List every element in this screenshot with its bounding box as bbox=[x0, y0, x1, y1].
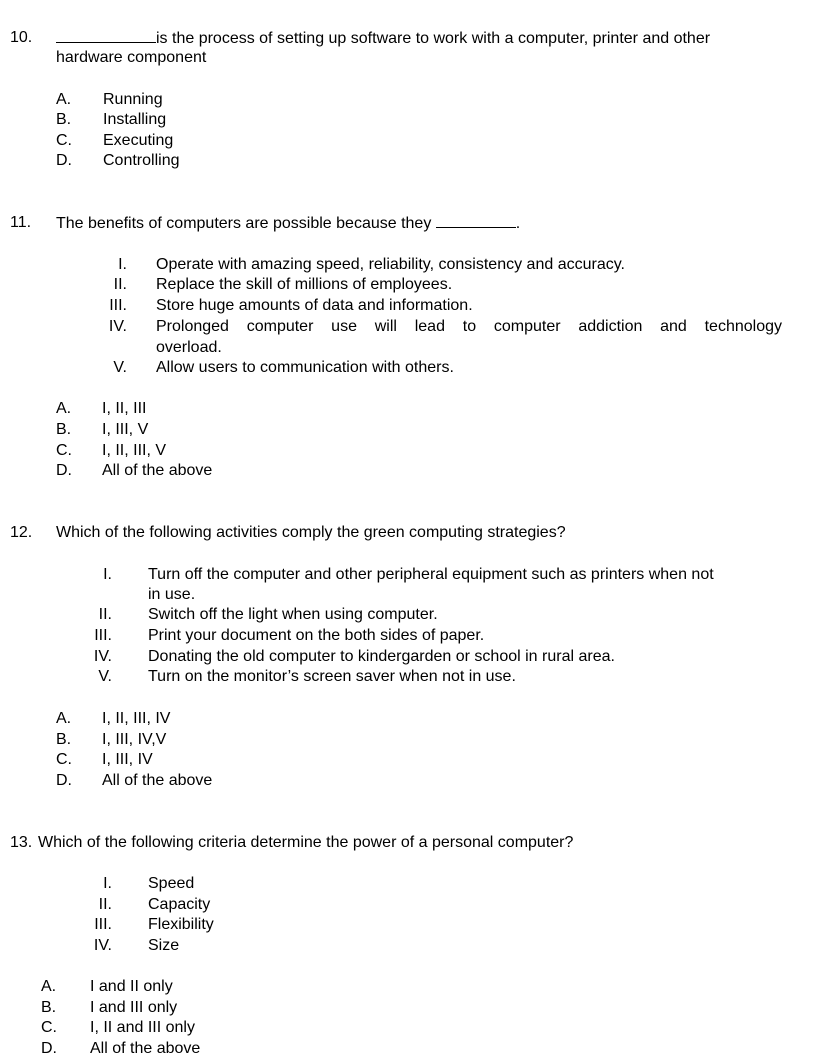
question-stem: Which of the following activities comply the green computing strategies? bbox=[56, 524, 566, 541]
statement-numeral: II. bbox=[98, 606, 112, 623]
statement-numeral: IV. bbox=[93, 648, 112, 665]
option-letter: B. bbox=[41, 999, 57, 1016]
statement-numeral: I. bbox=[103, 566, 112, 583]
statement-numeral: IV. bbox=[93, 937, 112, 954]
option-text: All of the above bbox=[102, 772, 213, 789]
statement-numeral: I. bbox=[103, 875, 112, 892]
statement-text-continued: overload. bbox=[156, 339, 222, 356]
statement-numeral: V. bbox=[113, 359, 127, 376]
statement-text: Allow users to communication with others. bbox=[156, 359, 454, 376]
option-letter: C. bbox=[56, 132, 72, 149]
statement-numeral: IV. bbox=[108, 318, 127, 335]
option-text: All of the above bbox=[90, 1040, 201, 1057]
statement-numeral: II. bbox=[98, 896, 112, 913]
statement-numeral: II. bbox=[113, 276, 127, 293]
statement-text: Turn on the monitor’s screen saver when not in use. bbox=[148, 668, 516, 685]
option-letter: D. bbox=[56, 772, 72, 789]
statement-text: Capacity bbox=[148, 896, 211, 913]
option-text: Running bbox=[103, 91, 163, 108]
option-text: I, III, IV,V bbox=[102, 731, 167, 748]
statement-numeral: III. bbox=[109, 297, 127, 314]
question-stem: The benefits of computers are possible because they . bbox=[56, 215, 521, 232]
question-stem-continued: hardware component bbox=[56, 49, 207, 66]
option-letter: B. bbox=[56, 111, 72, 128]
option-text: I, II and III only bbox=[90, 1019, 195, 1036]
option-letter: D. bbox=[56, 462, 72, 479]
option-text: I, II, III, V bbox=[102, 442, 167, 459]
option-text: Executing bbox=[103, 132, 174, 149]
statement-numeral: V. bbox=[98, 668, 112, 685]
statement-numeral: III. bbox=[94, 627, 112, 644]
option-text: I, III, IV bbox=[102, 751, 153, 768]
option-letter: C. bbox=[56, 751, 72, 768]
question-stem: Which of the following criteria determine the power of a personal computer? bbox=[38, 834, 574, 851]
answer-blank bbox=[56, 28, 156, 43]
option-letter: D. bbox=[56, 152, 72, 169]
statement-numeral: I. bbox=[118, 256, 127, 273]
statement-text: Prolonged computer use will lead to computer addiction and technology bbox=[156, 318, 782, 335]
question-number: 13. bbox=[10, 834, 33, 851]
option-text: I and III only bbox=[90, 999, 178, 1016]
statement-text: Switch off the light when using computer. bbox=[148, 606, 438, 623]
option-letter: B. bbox=[56, 421, 72, 438]
option-letter: B. bbox=[56, 731, 72, 748]
statement-text: Replace the skill of millions of employees. bbox=[156, 276, 453, 293]
option-text: All of the above bbox=[102, 462, 213, 479]
statement-text: Flexibility bbox=[148, 916, 214, 933]
question-number: 12. bbox=[10, 524, 33, 541]
option-text: I, II, III, IV bbox=[102, 710, 171, 727]
statement-text: Store huge amounts of data and information. bbox=[156, 297, 473, 314]
question-number: 10. bbox=[10, 29, 33, 46]
option-text: Controlling bbox=[103, 152, 180, 169]
question-stem: is the process of setting up software to work with a computer, printer and other bbox=[56, 28, 710, 49]
option-letter: D. bbox=[41, 1040, 57, 1057]
statement-text: Operate with amazing speed, reliability, consistency and accuracy. bbox=[156, 256, 625, 273]
option-letter: A. bbox=[56, 710, 72, 727]
option-letter: C. bbox=[56, 442, 72, 459]
statement-text: Size bbox=[148, 937, 180, 954]
statement-text: Turn off the computer and other peripheral equipment such as printers when not bbox=[148, 566, 714, 583]
statement-text: Speed bbox=[148, 875, 195, 892]
statement-numeral: III. bbox=[94, 916, 112, 933]
option-text: I, II, III bbox=[102, 400, 147, 417]
answer-blank bbox=[436, 213, 516, 228]
statement-text: Print your document on the both sides of paper. bbox=[148, 627, 485, 644]
option-text: I and II only bbox=[90, 978, 173, 995]
option-letter: A. bbox=[56, 400, 72, 417]
option-letter: C. bbox=[41, 1019, 57, 1036]
option-text: Installing bbox=[103, 111, 167, 128]
option-text: I, III, V bbox=[102, 421, 149, 438]
statement-text-continued: in use. bbox=[148, 586, 196, 603]
statement-text: Donating the old computer to kindergarden or school in rural area. bbox=[148, 648, 615, 665]
option-letter: A. bbox=[41, 978, 57, 995]
question-number: 11. bbox=[10, 214, 32, 231]
option-letter: A. bbox=[56, 91, 72, 108]
